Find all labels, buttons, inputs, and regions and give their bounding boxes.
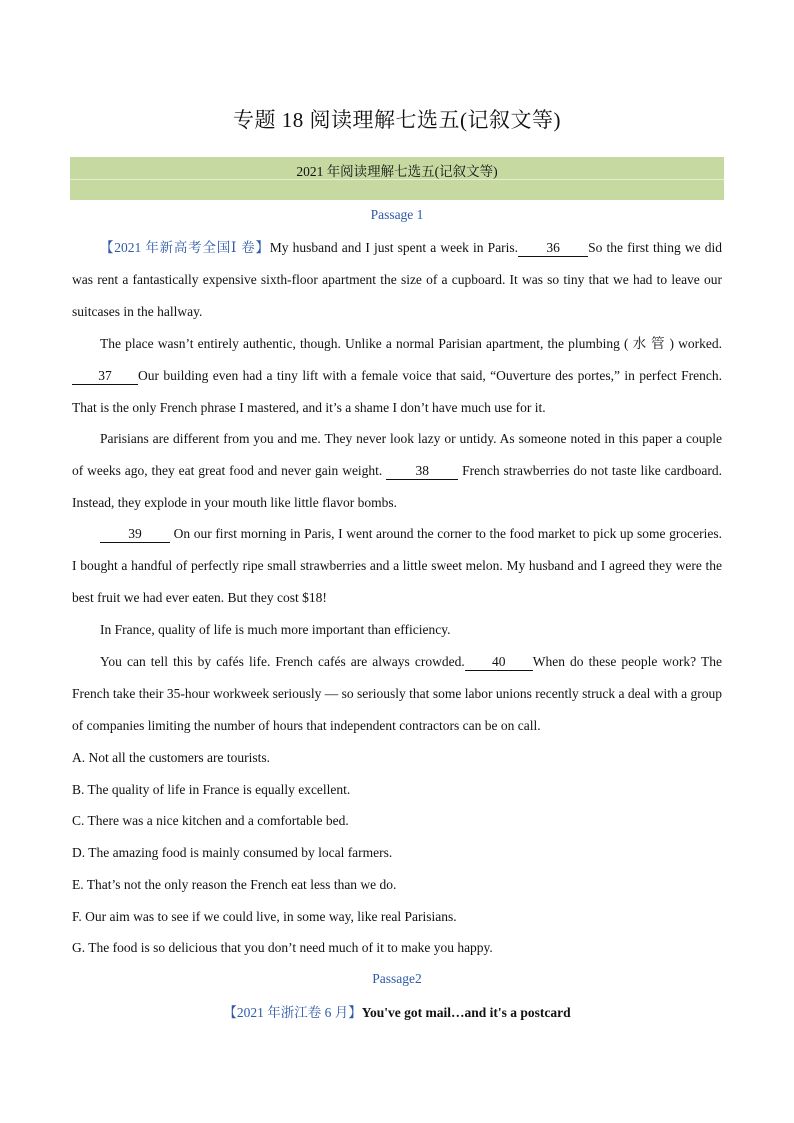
passage-1-label: Passage 1 <box>370 207 424 222</box>
paragraph-1-text-b: So the first thing we did was rent a fantastically expensive sixth-floor apartment the size of a cupboard. It was so tiny that we had to leave our suitcases in the hallway. <box>72 240 722 319</box>
blank-36[interactable]: 36 <box>518 240 588 257</box>
option-c: C. There was a nice kitchen and a comfortable bed. <box>72 813 349 828</box>
paragraph-1 <box>72 232 722 328</box>
blank-40[interactable]: 40 <box>465 654 533 671</box>
blank-38[interactable]: 38 <box>386 463 458 480</box>
option-d: D. The amazing food is mainly consumed by local farmers. <box>72 845 393 860</box>
paragraph-6-text-b: When do these people work? The French take their 35-hour workweek seriously — so seriously that some labor unions recently struck a deal with a group of companies limiting the number of hours that independent contractors can be on call. <box>72 654 722 733</box>
paragraph-5-text: In France, quality of life is much more important than efficiency. <box>100 622 451 637</box>
paragraph-3-text-a: Parisians are different from you and me. They never look lazy or untidy. As someone noted in this paper a couple of weeks ago, they eat great food and never gain weight. <box>72 431 722 478</box>
paragraph-1-text-a: My husband and I just spent a week in Paris. <box>269 240 519 255</box>
option-g: G. The food is so delicious that you don’t need much of it to make you happy. <box>72 940 493 955</box>
page-title: 专题 18 阅读理解七选五(记叙文等) <box>233 108 561 132</box>
passage-2-header <box>0 1001 794 1021</box>
blank-37[interactable]: 37 <box>72 368 138 385</box>
option-f: F. Our aim was to see if we could live, in some way, like real Parisians. <box>72 909 457 924</box>
passage-2-source-tag: 【2021 年浙江卷 6 月】 <box>223 1005 362 1020</box>
paragraph-3-text-b: French strawberries do not taste like cardboard. Instead, they explode in your mouth like little flavor bombs. <box>72 463 723 510</box>
section-banner <box>70 157 724 200</box>
paragraph-2 <box>72 328 722 424</box>
option-e: E. That’s not the only reason the French eat less than we do. <box>72 877 397 892</box>
banner-text: 2021 年阅读理解七选五(记叙文等) <box>296 164 498 179</box>
paragraph-4 <box>72 518 722 614</box>
paragraph-2-text-a: The place wasn’t entirely authentic, though. Unlike a normal Parisian apartment, the plumbing ( 水 管 ) worked. <box>100 336 722 351</box>
option-b: B. The quality of life in France is equally excellent. <box>72 782 351 797</box>
paragraph-4-text: On our first morning in Paris, I went around the corner to the food market to pick up some groceries. I bought a handful of perfectly ripe small strawberries and a little sweet melon. My husband and I agreed they were the best fruit we had ever eaten. But they cost $18! <box>72 526 722 605</box>
paragraph-5 <box>72 614 722 646</box>
blank-39[interactable]: 39 <box>100 526 170 543</box>
option-a: A. Not all the customers are tourists. <box>72 750 270 765</box>
source-tag: 【2021 年新高考全国Ⅰ 卷】 <box>100 240 270 255</box>
paragraph-3 <box>72 423 722 519</box>
paragraph-6-text-a: You can tell this by cafés life. French cafés are always crowded. <box>100 654 465 669</box>
paragraph-2-text-b: Our building even had a tiny lift with a female voice that said, “Ouverture des portes,” in perfect French. That is the only French phrase I mastered, and it’s a shame I don’t have much use for it. <box>72 368 722 415</box>
paragraph-6 <box>72 646 722 742</box>
passage-2-heading: You've got mail…and it's a postcard <box>361 1005 571 1020</box>
passage-2-label: Passage2 <box>372 971 422 986</box>
